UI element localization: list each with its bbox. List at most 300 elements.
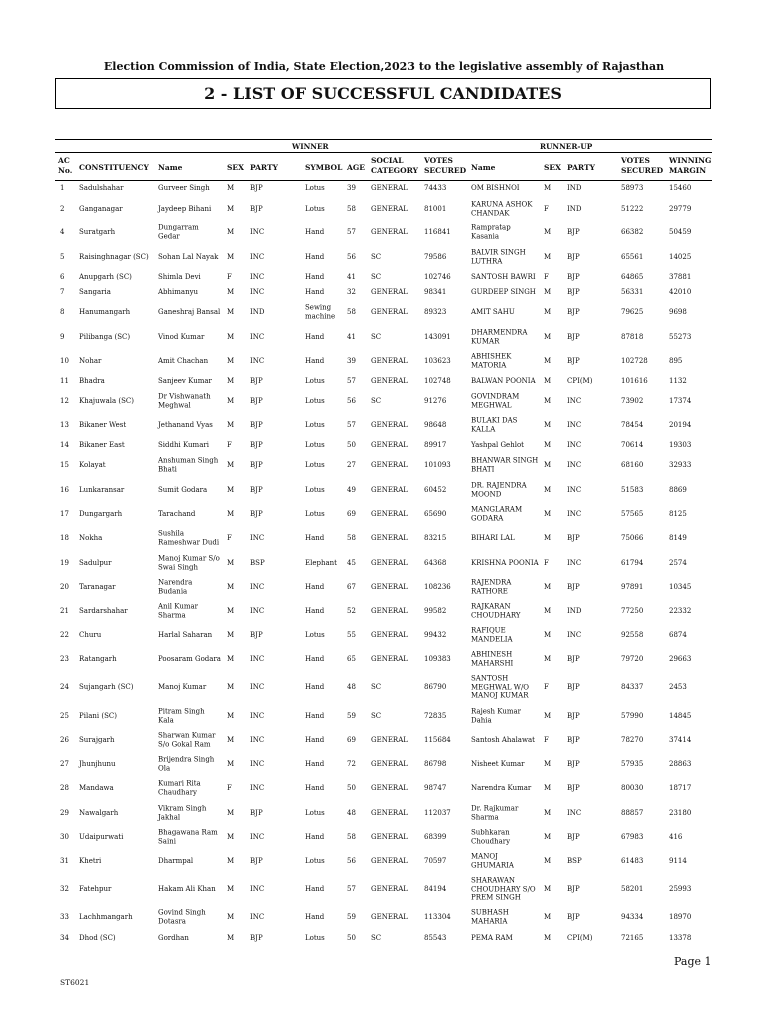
cell-ac-no: 12 <box>60 396 69 405</box>
cell-social-category: GENERAL <box>371 856 408 865</box>
cell-symbol: Lotus <box>305 460 325 469</box>
cell-winner-sex: M <box>227 183 235 192</box>
cell-winner-name: Abhimanyu <box>158 287 199 296</box>
cell-winner-name: Anshuman Singh Bhati <box>158 456 219 473</box>
cell-runner-votes: 58973 <box>621 183 644 192</box>
cell-winner-votes: 99432 <box>424 630 447 639</box>
cell-social-category: GENERAL <box>371 485 408 494</box>
cell-ac-no: 7 <box>60 287 65 296</box>
cell-winner-sex: M <box>227 509 235 518</box>
cell-winning-margin: 55273 <box>669 332 692 341</box>
col-header-runner-votes: VOTES SECURED <box>621 156 664 175</box>
cell-constituency: Sadulpur <box>79 558 112 567</box>
table-row <box>0 602 768 619</box>
cell-winner-name: Ganeshraj Bansal <box>158 307 221 316</box>
cell-social-category: GENERAL <box>371 759 408 768</box>
cell-ac-no: 16 <box>60 485 69 494</box>
cell-constituency: Nawalgarh <box>79 808 119 817</box>
cell-runner-votes: 65561 <box>621 252 644 261</box>
table-row <box>0 828 768 845</box>
cell-runner-name: Dr. Rajkumar Sharma <box>471 804 519 821</box>
cell-winner-votes: 143091 <box>424 332 451 341</box>
cell-winner-party: INC <box>250 287 265 296</box>
cell-winner-sex: F <box>227 533 232 542</box>
cell-winner-votes: 115684 <box>424 735 451 744</box>
cell-symbol: Hand <box>305 533 325 542</box>
cell-ac-no: 5 <box>60 252 65 261</box>
cell-runner-name: ABHINESH MAHARSHI <box>471 650 514 667</box>
cell-social-category: SC <box>371 252 382 261</box>
cell-winner-party: INC <box>250 832 265 841</box>
cell-symbol: Hand <box>305 735 325 744</box>
cell-constituency: Surajgarh <box>79 735 115 744</box>
cell-winner-party: INC <box>250 606 265 615</box>
cell-social-category: GENERAL <box>371 558 408 567</box>
table-row <box>0 440 768 449</box>
cell-winner-name: Tarachand <box>158 509 196 518</box>
cell-constituency: Khetri <box>79 856 102 865</box>
cell-winner-party: INC <box>250 884 265 893</box>
cell-social-category: GENERAL <box>371 376 408 385</box>
cell-winning-margin: 6874 <box>669 630 687 639</box>
cell-winning-margin: 15460 <box>669 183 692 192</box>
col-header-winner-votes: VOTES SECURED <box>424 156 467 175</box>
cell-winner-votes: 112037 <box>424 808 451 817</box>
cell-runner-sex: M <box>544 485 552 494</box>
cell-social-category: GENERAL <box>371 356 408 365</box>
cell-runner-sex: M <box>544 933 552 942</box>
col-header-runner-party: PARTY <box>567 163 595 172</box>
cell-constituency: Taranagar <box>79 582 116 591</box>
cell-winner-votes: 102746 <box>424 272 451 281</box>
document-title: Election Commission of India, State Election,2023 to the legislative assembly of Rajasthan <box>103 60 665 73</box>
cell-runner-votes: 61483 <box>621 856 644 865</box>
cell-runner-name: RAJENDRA RATHORE <box>471 578 512 595</box>
cell-symbol: Hand <box>305 582 325 591</box>
cell-age: 52 <box>347 606 356 615</box>
col-header-winner-name: Name <box>158 163 183 172</box>
cell-runner-votes: 77250 <box>621 606 644 615</box>
cell-runner-party: BJP <box>567 682 580 691</box>
cell-runner-name: Yashpal Gehlot <box>471 440 524 449</box>
cell-winner-sex: M <box>227 396 235 405</box>
cell-age: 57 <box>347 420 356 429</box>
cell-constituency: Nokha <box>79 533 103 542</box>
cell-winner-name: Govind Singh Dotasra <box>158 908 206 925</box>
cell-runner-sex: M <box>544 912 552 921</box>
cell-symbol: Lotus <box>305 509 325 518</box>
cell-runner-votes: 92558 <box>621 630 644 639</box>
cell-winner-party: BJP <box>250 933 263 942</box>
cell-winner-party: INC <box>250 227 265 236</box>
cell-runner-sex: M <box>544 783 552 792</box>
cell-age: 69 <box>347 509 356 518</box>
cell-runner-party: BJP <box>567 332 580 341</box>
cell-winner-party: BJP <box>250 420 263 429</box>
cell-age: 39 <box>347 183 356 192</box>
cell-winning-margin: 32933 <box>669 460 692 469</box>
cell-winner-votes: 79586 <box>424 252 447 261</box>
cell-winner-sex: M <box>227 460 235 469</box>
cell-constituency: Hanumangarh <box>79 307 131 316</box>
cell-winning-margin: 13378 <box>669 933 692 942</box>
cell-winner-sex: M <box>227 856 235 865</box>
cell-winning-margin: 28863 <box>669 759 692 768</box>
cell-runner-party: BJP <box>567 307 580 316</box>
cell-winner-sex: F <box>227 272 232 281</box>
cell-runner-sex: F <box>544 204 549 213</box>
cell-runner-sex: M <box>544 356 552 365</box>
cell-winner-sex: M <box>227 287 235 296</box>
cell-age: 50 <box>347 933 356 942</box>
table-row <box>0 200 768 217</box>
cell-winner-votes: 60452 <box>424 485 447 494</box>
cell-age: 56 <box>347 396 356 405</box>
cell-symbol: Lotus <box>305 485 325 494</box>
cell-runner-party: BJP <box>567 582 580 591</box>
cell-runner-name: Rampratap Kasania <box>471 223 511 240</box>
cell-winner-party: IND <box>250 307 265 316</box>
cell-age: 55 <box>347 630 356 639</box>
cell-winner-name: Pitram Singh Kala <box>158 707 205 724</box>
cell-winner-party: BJP <box>250 396 263 405</box>
cell-constituency: Lachhmangarh <box>79 912 133 921</box>
cell-social-category: GENERAL <box>371 533 408 542</box>
table-row <box>0 650 768 667</box>
cell-winner-sex: M <box>227 884 235 893</box>
table-row <box>0 933 768 942</box>
cell-runner-party: IND <box>567 204 582 213</box>
cell-constituency: Sujangarh (SC) <box>79 682 134 691</box>
cell-age: 59 <box>347 912 356 921</box>
cell-runner-votes: 64865 <box>621 272 644 281</box>
col-header-constituency: CONSTITUENCY <box>79 163 149 172</box>
cell-age: 50 <box>347 783 356 792</box>
cell-runner-votes: 79625 <box>621 307 644 316</box>
cell-runner-name: BALWAN POONIA <box>471 376 536 385</box>
cell-age: 65 <box>347 654 356 663</box>
cell-winner-sex: M <box>227 227 235 236</box>
col-header-runner-name: Name <box>471 163 496 172</box>
cell-winner-name: Sohan Lal Nayak <box>158 252 219 261</box>
cell-winning-margin: 29779 <box>669 204 692 213</box>
cell-symbol: Hand <box>305 884 325 893</box>
cell-ac-no: 8 <box>60 307 65 316</box>
cell-runner-votes: 57935 <box>621 759 644 768</box>
cell-runner-party: IND <box>567 183 582 192</box>
cell-age: 57 <box>347 376 356 385</box>
cell-winner-party: INC <box>250 912 265 921</box>
cell-age: 58 <box>347 307 356 316</box>
cell-winner-party: INC <box>250 759 265 768</box>
cell-runner-votes: 61794 <box>621 558 644 567</box>
cell-runner-party: BJP <box>567 533 580 542</box>
cell-ac-no: 4 <box>60 227 65 236</box>
cell-symbol: Hand <box>305 272 325 281</box>
cell-symbol: Hand <box>305 252 325 261</box>
cell-constituency: Sardarshahar <box>79 606 128 615</box>
cell-age: 49 <box>347 485 356 494</box>
cell-runner-sex: M <box>544 460 552 469</box>
cell-winner-party: BSP <box>250 558 265 567</box>
cell-runner-name: GURDEEP SINGH <box>471 287 536 296</box>
cell-runner-sex: M <box>544 183 552 192</box>
cell-runner-votes: 51222 <box>621 204 644 213</box>
cell-winner-votes: 83215 <box>424 533 447 542</box>
cell-winner-party: INC <box>250 252 265 261</box>
cell-runner-name: DHARMENDRA KUMAR <box>471 328 528 345</box>
col-header-age: AGE <box>347 163 365 172</box>
cell-symbol: Lotus <box>305 630 325 639</box>
cell-ac-no: 32 <box>60 884 69 893</box>
cell-runner-party: BSP <box>567 856 582 865</box>
cell-constituency: Suratgarh <box>79 227 116 236</box>
cell-runner-sex: M <box>544 808 552 817</box>
cell-constituency: Bikaner West <box>79 420 127 429</box>
cell-runner-sex: M <box>544 654 552 663</box>
cell-winner-name: Vikram Singh Jakhal <box>158 804 207 821</box>
table-top-rule <box>55 139 712 140</box>
cell-winner-sex: F <box>227 783 232 792</box>
cell-runner-name: PEMA RAM <box>471 933 513 942</box>
table-row <box>0 578 768 595</box>
cell-runner-sex: M <box>544 630 552 639</box>
cell-winner-party: INC <box>250 582 265 591</box>
cell-winner-votes: 113304 <box>424 912 451 921</box>
cell-runner-votes: 56331 <box>621 287 644 296</box>
cell-runner-sex: M <box>544 440 552 449</box>
cell-constituency: Dungargarh <box>79 509 123 518</box>
cell-constituency: Anupgarh (SC) <box>79 272 132 281</box>
cell-age: 57 <box>347 227 356 236</box>
cell-winning-margin: 37881 <box>669 272 692 281</box>
cell-symbol: Hand <box>305 654 325 663</box>
cell-runner-name: RAFIQUE MANDELIA <box>471 626 513 643</box>
cell-runner-name: Narendra Kumar <box>471 783 532 792</box>
cell-constituency: Dhod (SC) <box>79 933 116 942</box>
cell-runner-name: ABHISHEK MATORIA <box>471 352 512 369</box>
cell-symbol: Lotus <box>305 396 325 405</box>
table-row <box>0 852 768 869</box>
cell-age: 59 <box>347 711 356 720</box>
cell-age: 58 <box>347 533 356 542</box>
cell-social-category: SC <box>371 272 382 281</box>
cell-runner-votes: 70614 <box>621 440 644 449</box>
document-code: ST6021 <box>60 978 90 987</box>
cell-social-category: GENERAL <box>371 227 408 236</box>
cell-winner-votes: 68399 <box>424 832 447 841</box>
cell-winner-votes: 65690 <box>424 509 447 518</box>
cell-runner-sex: M <box>544 332 552 341</box>
cell-winner-party: INC <box>250 682 265 691</box>
cell-social-category: GENERAL <box>371 183 408 192</box>
cell-winner-party: INC <box>250 533 265 542</box>
cell-winner-sex: M <box>227 711 235 720</box>
cell-winning-margin: 14845 <box>669 711 692 720</box>
cell-winner-name: Narendra Budania <box>158 578 193 595</box>
cell-winner-votes: 101093 <box>424 460 451 469</box>
cell-runner-party: CPI(M) <box>567 376 593 385</box>
cell-winning-margin: 29663 <box>669 654 692 663</box>
cell-social-category: GENERAL <box>371 832 408 841</box>
cell-runner-party: INC <box>567 509 582 518</box>
cell-age: 32 <box>347 287 356 296</box>
table-row <box>0 183 768 192</box>
cell-winner-party: BJP <box>250 460 263 469</box>
cell-age: 69 <box>347 735 356 744</box>
cell-age: 67 <box>347 582 356 591</box>
cell-runner-party: BJP <box>567 227 580 236</box>
cell-winner-name: Anil Kumar Sharma <box>158 602 199 619</box>
cell-runner-votes: 97891 <box>621 582 644 591</box>
cell-runner-name: DR. RAJENDRA MOOND <box>471 481 527 498</box>
cell-runner-sex: M <box>544 396 552 405</box>
cell-social-category: GENERAL <box>371 735 408 744</box>
cell-symbol: Hand <box>305 227 325 236</box>
cell-runner-votes: 78270 <box>621 735 644 744</box>
cell-winner-sex: M <box>227 630 235 639</box>
cell-ac-no: 31 <box>60 856 69 865</box>
cell-winning-margin: 8869 <box>669 485 687 494</box>
cell-winner-votes: 85543 <box>424 933 447 942</box>
table-row <box>0 626 768 643</box>
table-row <box>0 303 768 320</box>
cell-winner-name: Sanjeev Kumar <box>158 376 212 385</box>
cell-age: 58 <box>347 204 356 213</box>
cell-winner-name: Manoj Kumar <box>158 682 207 691</box>
table-row <box>0 804 768 821</box>
cell-symbol: Hand <box>305 711 325 720</box>
cell-winning-margin: 895 <box>669 356 683 365</box>
cell-social-category: GENERAL <box>371 204 408 213</box>
cell-symbol: Lotus <box>305 420 325 429</box>
cell-winner-votes: 103623 <box>424 356 451 365</box>
col-header-ac-no: AC No. <box>58 156 73 175</box>
cell-winner-sex: M <box>227 582 235 591</box>
cell-winner-sex: M <box>227 485 235 494</box>
cell-winner-name: Jaydeep Bihani <box>158 204 212 213</box>
cell-winner-sex: M <box>227 252 235 261</box>
cell-winning-margin: 2574 <box>669 558 687 567</box>
cell-runner-sex: M <box>544 420 552 429</box>
cell-runner-name: Rajesh Kumar Dahia <box>471 707 521 724</box>
cell-runner-votes: 78454 <box>621 420 644 429</box>
cell-symbol: Elephant <box>305 558 337 567</box>
cell-winner-sex: M <box>227 832 235 841</box>
cell-winning-margin: 14025 <box>669 252 692 261</box>
cell-social-category: GENERAL <box>371 606 408 615</box>
cell-runner-sex: M <box>544 582 552 591</box>
col-header-social-category: SOCIAL CATEGORY <box>371 156 418 175</box>
cell-ac-no: 28 <box>60 783 69 792</box>
cell-constituency: Pilani (SC) <box>79 711 117 720</box>
cell-runner-votes: 57565 <box>621 509 644 518</box>
cell-runner-sex: M <box>544 884 552 893</box>
cell-winner-sex: M <box>227 558 235 567</box>
cell-runner-name: AMIT SAHU <box>471 307 515 316</box>
cell-ac-no: 14 <box>60 440 69 449</box>
cell-winner-votes: 89323 <box>424 307 447 316</box>
cell-winner-sex: M <box>227 759 235 768</box>
cell-winning-margin: 1132 <box>669 376 687 385</box>
table-row <box>0 456 768 473</box>
cell-winning-margin: 18717 <box>669 783 692 792</box>
cell-runner-party: BJP <box>567 711 580 720</box>
cell-ac-no: 25 <box>60 711 69 720</box>
col-header-winner-sex: SEX <box>227 163 244 172</box>
cell-constituency: Jhunjhunu <box>79 759 116 768</box>
cell-winning-margin: 37414 <box>669 735 692 744</box>
cell-winner-party: BJP <box>250 856 263 865</box>
cell-social-category: GENERAL <box>371 783 408 792</box>
cell-winner-name: Manoj Kumar S/o Swai Singh <box>158 554 220 571</box>
cell-winner-party: BJP <box>250 183 263 192</box>
cell-runner-name: Subhkaran Choudhary <box>471 828 511 845</box>
cell-runner-name: MANGLARAM GODARA <box>471 505 523 522</box>
cell-runner-sex: M <box>544 832 552 841</box>
table-row <box>0 416 768 433</box>
cell-winner-votes: 99582 <box>424 606 447 615</box>
cell-ac-no: 9 <box>60 332 65 341</box>
cell-ac-no: 20 <box>60 582 69 591</box>
table-row <box>0 248 768 265</box>
cell-runner-votes: 101616 <box>621 376 648 385</box>
cell-runner-votes: 68160 <box>621 460 644 469</box>
cell-winning-margin: 8125 <box>669 509 687 518</box>
cell-runner-votes: 51583 <box>621 485 644 494</box>
cell-ac-no: 23 <box>60 654 69 663</box>
cell-age: 39 <box>347 356 356 365</box>
cell-constituency: Ratangarh <box>79 654 117 663</box>
cell-winning-margin: 25993 <box>669 884 692 893</box>
cell-runner-name: SHARAWAN CHOUDHARY S/O PREM SINGH <box>471 876 536 902</box>
cell-winning-margin: 9114 <box>669 856 687 865</box>
cell-winner-sex: M <box>227 735 235 744</box>
cell-ac-no: 19 <box>60 558 69 567</box>
cell-winner-votes: 109383 <box>424 654 451 663</box>
cell-winner-name: Dr Vishwanath Meghwal <box>158 392 211 409</box>
cell-winning-margin: 416 <box>669 832 683 841</box>
cell-winning-margin: 42010 <box>669 287 692 296</box>
cell-runner-name: SUBHASH MAHARIA <box>471 908 509 925</box>
cell-symbol: Sewing machine <box>305 303 336 320</box>
cell-runner-party: BJP <box>567 735 580 744</box>
cell-runner-sex: M <box>544 376 552 385</box>
cell-runner-sex: M <box>544 307 552 316</box>
cell-runner-party: INC <box>567 460 582 469</box>
cell-winning-margin: 10345 <box>669 582 692 591</box>
table-row <box>0 481 768 498</box>
cell-constituency: Ganganagar <box>79 204 123 213</box>
table-row <box>0 779 768 796</box>
cell-winning-margin: 22332 <box>669 606 692 615</box>
cell-social-category: GENERAL <box>371 630 408 639</box>
cell-runner-sex: F <box>544 272 549 281</box>
table-row <box>0 223 768 240</box>
cell-ac-no: 21 <box>60 606 69 615</box>
cell-symbol: Hand <box>305 332 325 341</box>
cell-symbol: Lotus <box>305 204 325 213</box>
cell-winner-votes: 116841 <box>424 227 451 236</box>
page-title: 2 - LIST OF SUCCESSFUL CANDIDATES <box>55 78 711 109</box>
cell-runner-party: BJP <box>567 759 580 768</box>
cell-social-category: GENERAL <box>371 884 408 893</box>
col-header-runner-sex: SEX <box>544 163 561 172</box>
cell-runner-party: BJP <box>567 783 580 792</box>
cell-runner-party: BJP <box>567 832 580 841</box>
table-row <box>0 272 768 281</box>
cell-runner-party: INC <box>567 558 582 567</box>
